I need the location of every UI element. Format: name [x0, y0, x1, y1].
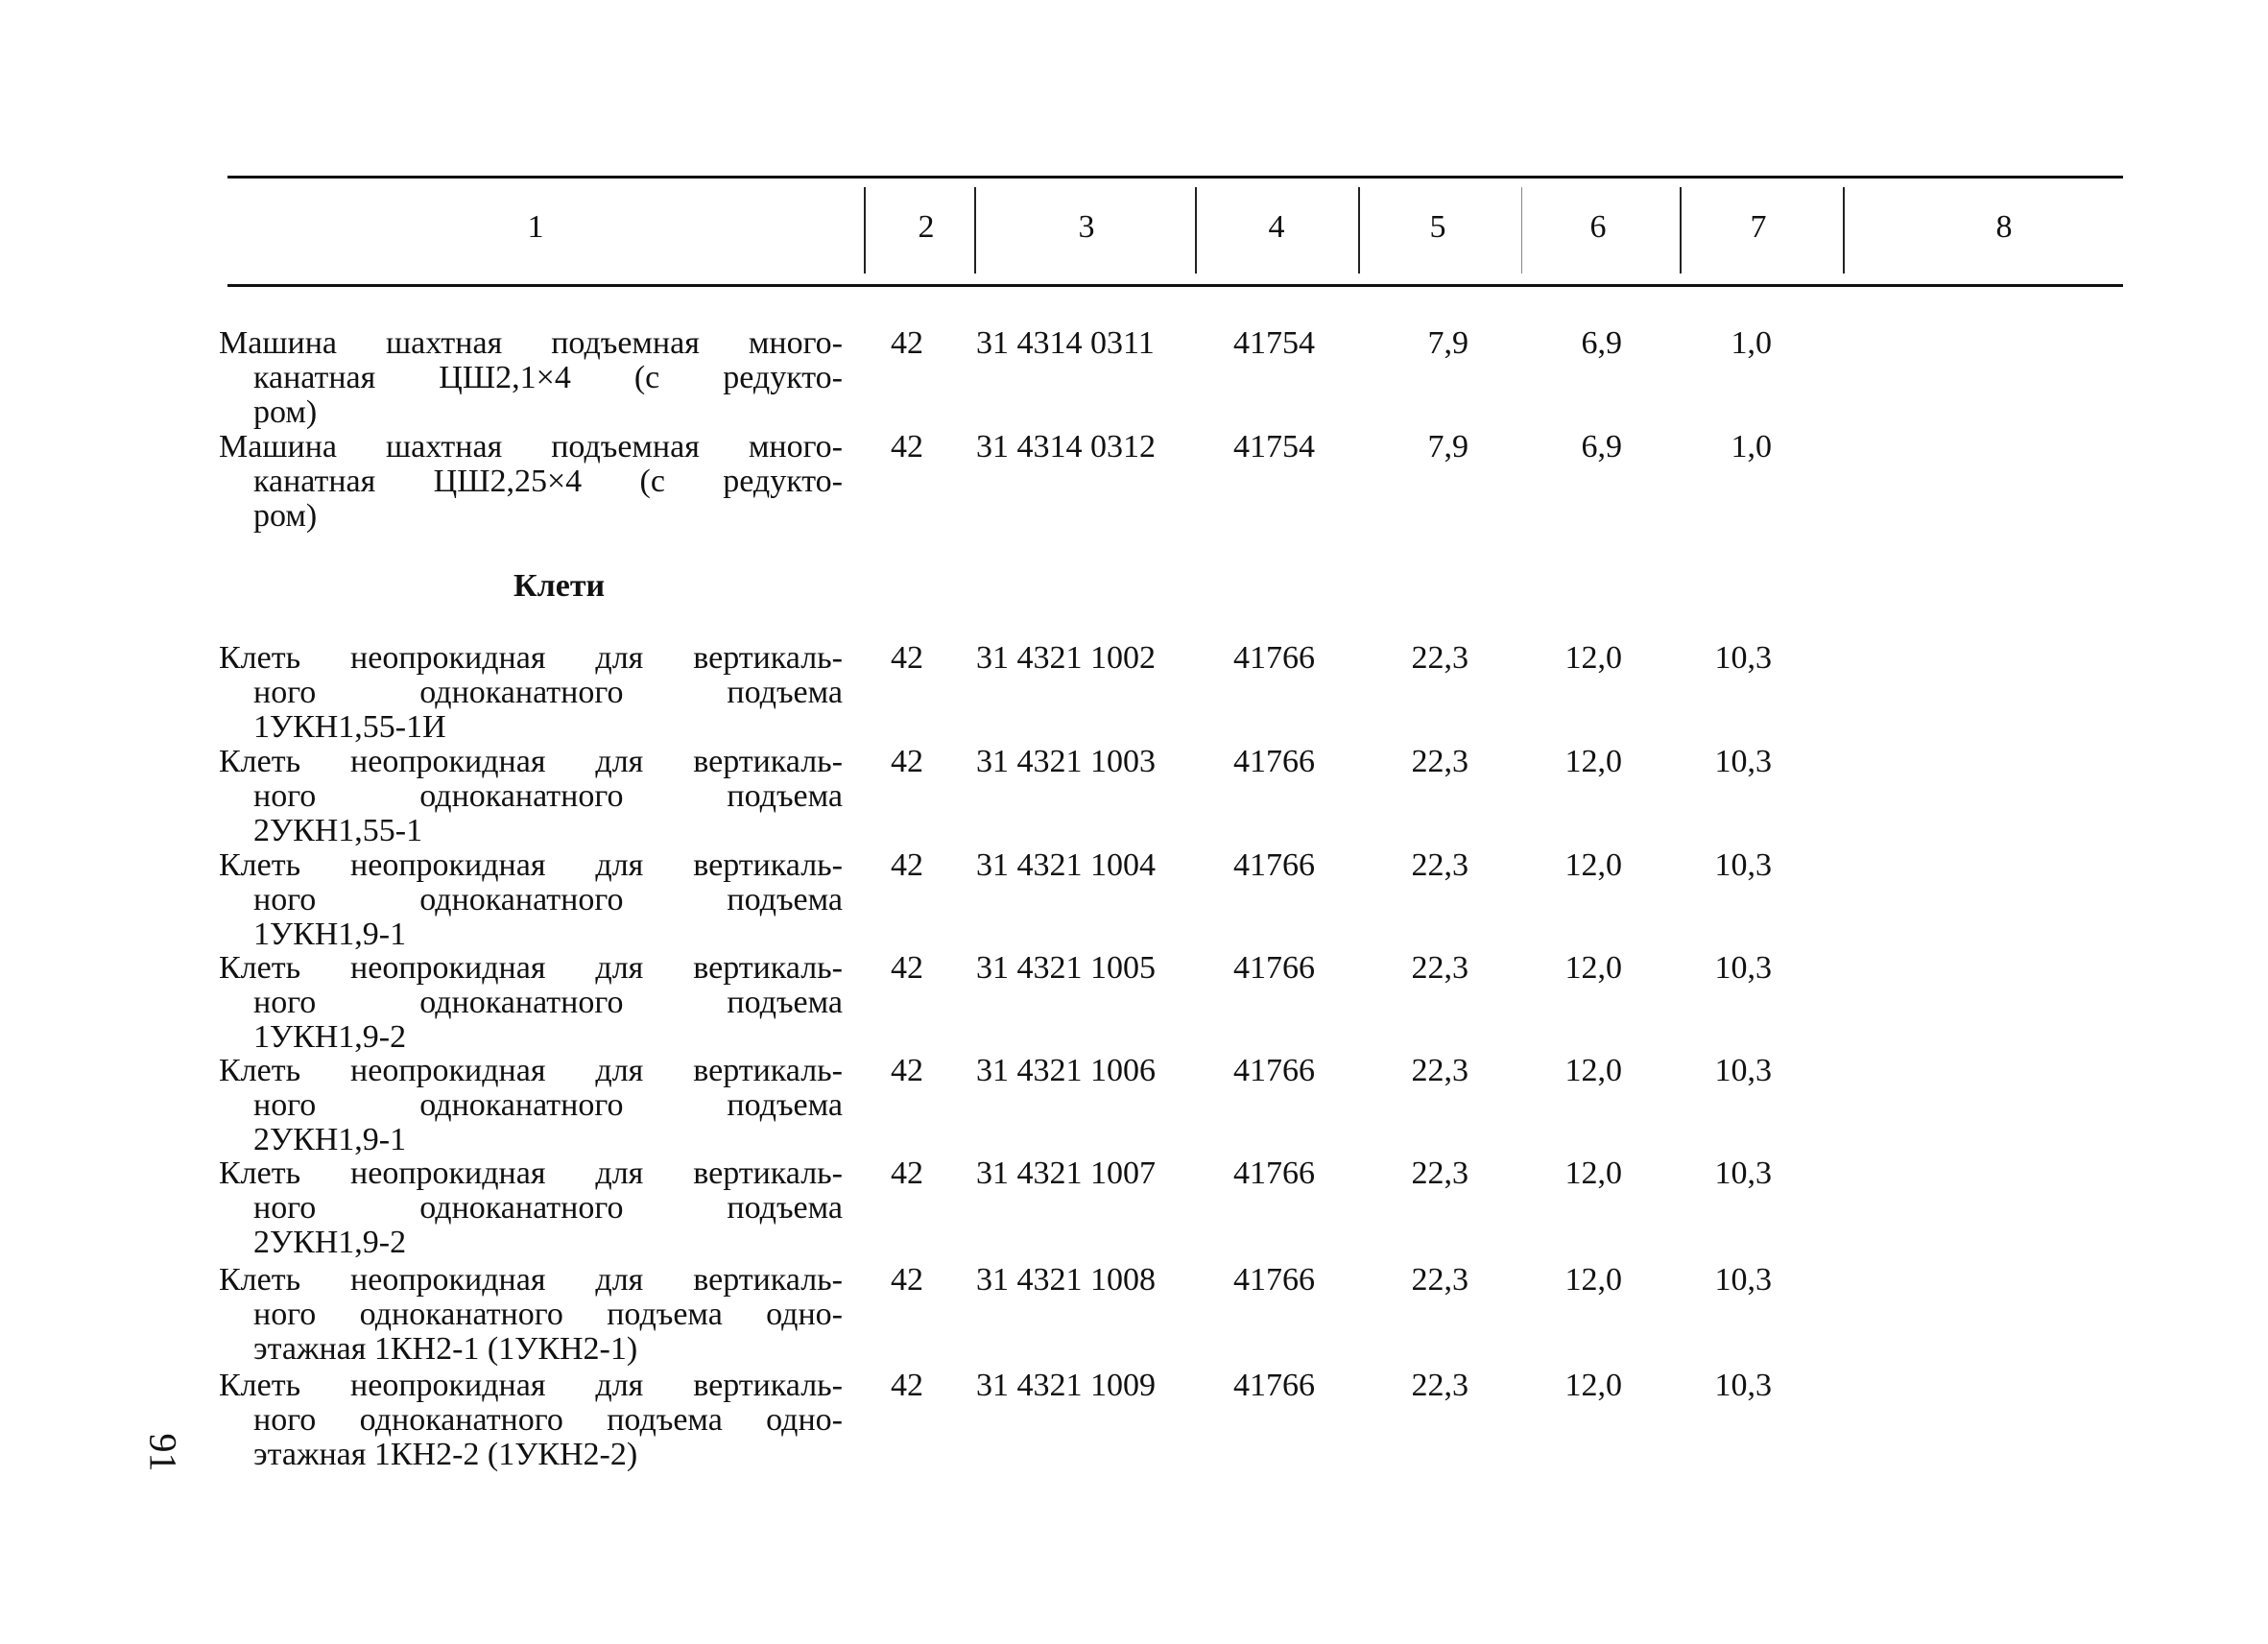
column-separator	[1843, 187, 1845, 274]
row-col-3: 31 4321 1004	[976, 847, 1156, 883]
row-col-3: 31 4321 1003	[976, 744, 1156, 779]
row-col-3: 31 4321 1009	[976, 1368, 1156, 1403]
header-col-8: 8	[1995, 209, 2013, 245]
row-col-6: 12,0	[1564, 1156, 1622, 1191]
row-col-4: 41766	[1233, 847, 1315, 883]
header-col-2: 2	[918, 209, 935, 245]
column-separator	[1195, 187, 1197, 274]
header-col-4: 4	[1268, 209, 1285, 245]
table-row	[219, 1156, 843, 1260]
row-col-3: 31 4321 1008	[976, 1262, 1156, 1298]
row-col-6: 12,0	[1564, 847, 1622, 883]
page-number: 91	[141, 1433, 185, 1472]
row-col-4: 41766	[1233, 1368, 1315, 1403]
row-text-line: ного одноканатного подъема	[253, 675, 843, 710]
column-separator	[1358, 187, 1360, 274]
row-text-line: 1УКН1,9-2	[253, 1019, 407, 1055]
row-text-line: ного одноканатного подъема одно-	[253, 1402, 843, 1438]
row-col-5: 22,3	[1411, 640, 1468, 676]
column-separator	[974, 187, 976, 274]
row-text-line: Клеть неопрокидная для вертикаль-	[219, 950, 843, 986]
row-col-4: 41766	[1233, 1156, 1315, 1191]
row-text-line: 2УКН1,9-2	[253, 1225, 407, 1260]
row-col-6: 12,0	[1564, 1262, 1622, 1298]
header-col-6: 6	[1589, 209, 1607, 245]
table-row	[219, 1263, 843, 1367]
row-col-3: 31 4321 1006	[976, 1053, 1156, 1088]
row-col-5: 7,9	[1427, 325, 1468, 361]
row-text-line: Клеть неопрокидная для вертикаль-	[219, 847, 843, 883]
row-col-6: 12,0	[1564, 950, 1622, 986]
row-text-line: 1УКН1,55-1И	[253, 709, 446, 745]
section-title: Клети	[513, 568, 606, 604]
row-text-line: Машина шахтная подъемная много-	[219, 325, 843, 361]
table-row	[219, 641, 843, 745]
row-text-line: Клеть неопрокидная для вертикаль-	[219, 1262, 843, 1298]
row-text-line: канатная ЦШ2,1×4 (с редукто-	[253, 360, 843, 395]
row-col-3: 31 4321 1005	[976, 950, 1156, 986]
row-col-2: 42	[891, 325, 923, 361]
row-text-line: ного одноканатного подъема	[253, 1087, 843, 1123]
row-col-7: 10,3	[1714, 847, 1772, 883]
row-text-line: канатная ЦШ2,25×4 (с редукто-	[253, 464, 843, 499]
table-row	[219, 951, 843, 1055]
row-col-5: 22,3	[1411, 1368, 1468, 1403]
row-col-4: 41754	[1233, 325, 1315, 361]
row-col-5: 22,3	[1411, 1053, 1468, 1088]
row-text-line: Машина шахтная подъемная много-	[219, 429, 843, 465]
row-col-2: 42	[891, 640, 923, 676]
row-col-2: 42	[891, 1053, 923, 1088]
row-text-line: 2УКН1,9-1	[253, 1122, 407, 1157]
row-text-line: этажная 1КН2-1 (1УКН2-1)	[253, 1331, 638, 1367]
row-text-line: 1УКН1,9-1	[253, 917, 407, 952]
column-separator	[1521, 187, 1522, 274]
row-col-3: 31 4321 1002	[976, 640, 1156, 676]
row-text-line: Клеть неопрокидная для вертикаль-	[219, 640, 843, 676]
row-col-6: 12,0	[1564, 1368, 1622, 1403]
row-col-5: 22,3	[1411, 1262, 1468, 1298]
table-row	[219, 1054, 843, 1157]
row-col-4: 41754	[1233, 429, 1315, 465]
header-col-7: 7	[1750, 209, 1767, 245]
row-text-line: ного одноканатного подъема	[253, 882, 843, 917]
row-col-2: 42	[891, 950, 923, 986]
row-col-5: 7,9	[1427, 429, 1468, 465]
row-col-2: 42	[891, 744, 923, 779]
row-text-line: ного одноканатного подъема	[253, 985, 843, 1020]
row-text-line: Клеть неопрокидная для вертикаль-	[219, 1156, 843, 1191]
header-col-3: 3	[1078, 209, 1095, 245]
column-separator	[864, 187, 866, 274]
row-col-7: 10,3	[1714, 950, 1772, 986]
row-col-2: 42	[891, 1156, 923, 1191]
header-col-5: 5	[1429, 209, 1446, 245]
row-col-4: 41766	[1233, 1053, 1315, 1088]
row-col-7: 1,0	[1731, 429, 1772, 465]
row-text-line: Клеть неопрокидная для вертикаль-	[219, 744, 843, 779]
row-col-7: 10,3	[1714, 1368, 1772, 1403]
row-text-line: ром)	[253, 394, 318, 430]
row-text-line: ного одноканатного подъема	[253, 1190, 843, 1226]
row-text-line: 2УКН1,55-1	[253, 813, 423, 848]
row-text-line: Клеть неопрокидная для вертикаль-	[219, 1368, 843, 1403]
row-col-3: 31 4314 0311	[976, 325, 1155, 361]
row-text-line: Клеть неопрокидная для вертикаль-	[219, 1053, 843, 1088]
row-col-5: 22,3	[1411, 1156, 1468, 1191]
row-col-4: 41766	[1233, 744, 1315, 779]
row-text-line: ного одноканатного подъема одно-	[253, 1297, 843, 1332]
row-col-7: 10,3	[1714, 1262, 1772, 1298]
column-separator	[1680, 187, 1682, 274]
row-text-line: ром)	[253, 498, 318, 534]
row-col-2: 42	[891, 1368, 923, 1403]
row-col-2: 42	[891, 429, 923, 465]
row-col-5: 22,3	[1411, 744, 1468, 779]
row-col-2: 42	[891, 847, 923, 883]
row-col-3: 31 4314 0312	[976, 429, 1156, 465]
header-col-1: 1	[527, 209, 544, 245]
row-text-line: ного одноканатного подъема	[253, 778, 843, 814]
row-col-7: 10,3	[1714, 1053, 1772, 1088]
row-col-7: 1,0	[1731, 325, 1772, 361]
table-row	[219, 745, 843, 848]
row-col-6: 6,9	[1581, 325, 1622, 361]
row-col-6: 12,0	[1564, 744, 1622, 779]
row-col-7: 10,3	[1714, 744, 1772, 779]
table-row	[219, 848, 843, 952]
row-col-4: 41766	[1233, 640, 1315, 676]
table-row	[219, 326, 843, 430]
header-top-rule	[227, 176, 2123, 179]
row-col-4: 41766	[1233, 1262, 1315, 1298]
row-text-line: этажная 1КН2-2 (1УКН2-2)	[253, 1437, 638, 1472]
row-col-2: 42	[891, 1262, 923, 1298]
row-col-6: 12,0	[1564, 640, 1622, 676]
row-col-5: 22,3	[1411, 847, 1468, 883]
row-col-6: 6,9	[1581, 429, 1622, 465]
header-bottom-rule	[227, 284, 2123, 287]
table-row	[219, 1369, 843, 1472]
table-row	[219, 430, 843, 534]
row-col-5: 22,3	[1411, 950, 1468, 986]
row-col-7: 10,3	[1714, 1156, 1772, 1191]
row-col-4: 41766	[1233, 950, 1315, 986]
row-col-6: 12,0	[1564, 1053, 1622, 1088]
row-col-3: 31 4321 1007	[976, 1156, 1156, 1191]
row-col-7: 10,3	[1714, 640, 1772, 676]
